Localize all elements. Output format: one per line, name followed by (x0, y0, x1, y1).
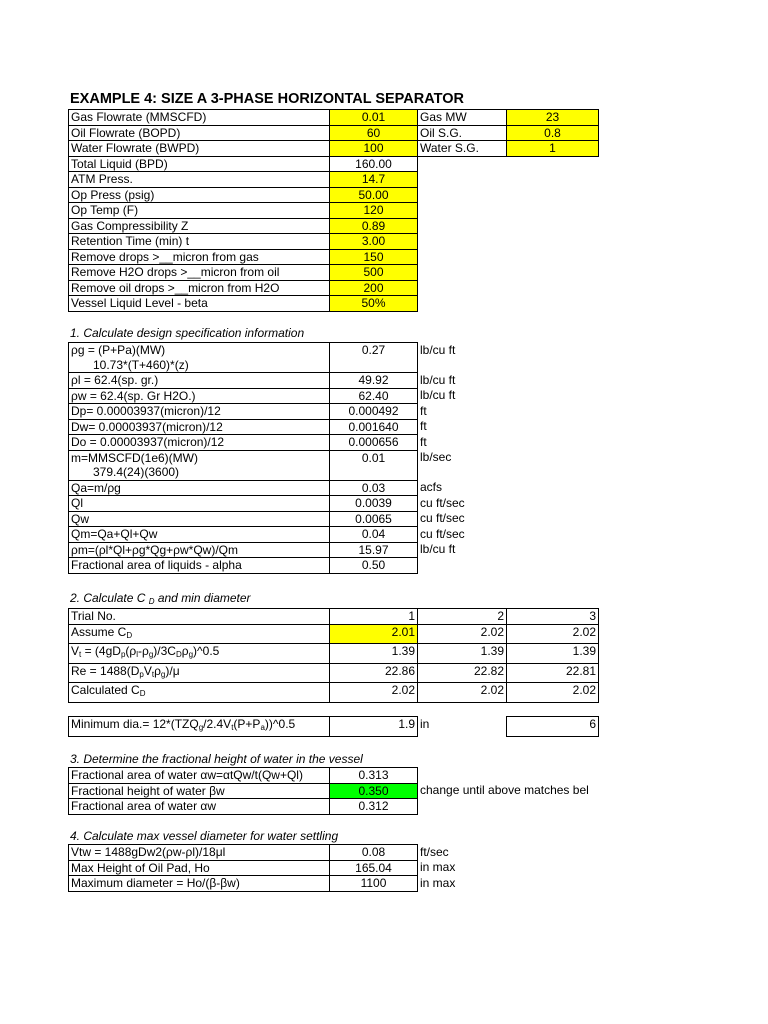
input-row (69, 110, 599, 126)
cell-value: 0.01 (330, 450, 418, 480)
cell-label: Remove drops >__micron from gas (69, 249, 330, 265)
cell-label (69, 624, 330, 644)
calc-row (69, 496, 509, 512)
formula-line-2: 10.73*(T+460)*(z) (93, 357, 189, 372)
cell-label: Water S.G. (418, 141, 507, 157)
cell-value: 2.02 (418, 624, 507, 644)
cell-empty (507, 172, 599, 188)
cell-label: Gas MW (418, 110, 507, 126)
cell-input[interactable]: 500 (330, 265, 418, 281)
cell-label: Vessel Liquid Level - beta (69, 296, 330, 312)
cell-empty (418, 172, 507, 188)
formula-line-1: m=MMSCFD(1e6)(MW) (71, 450, 198, 465)
formula-line-1: ρg = (P+Pa)(MW) (71, 343, 166, 357)
cell-value: 1100 (330, 876, 418, 892)
cell-unit: lb/cu ft (420, 372, 456, 387)
cell-input[interactable]: 50% (330, 296, 418, 312)
cell-formula: ρl = 62.4(sp. gr.) (69, 373, 330, 389)
cell-value: 1.39 (330, 644, 418, 664)
cell-unit: ft (420, 419, 427, 433)
cell-value: 0.27 (330, 343, 418, 373)
cell-label: Gas Compressibility Z (69, 218, 330, 234)
cell-label (69, 683, 330, 703)
calc-row (69, 799, 509, 815)
calc-row (69, 527, 509, 543)
cell-formula: Max Height of Oil Pad, Ho (69, 860, 330, 876)
cell-formula: Fractional area of water αw (69, 799, 330, 815)
calc-row (69, 388, 509, 404)
cell-input[interactable]: 150 (330, 249, 418, 265)
cell-unit: acfs (420, 480, 443, 494)
cell-unit: cu ft/sec (420, 526, 465, 541)
calc-row (69, 450, 509, 480)
cell-unit: in max (420, 860, 456, 874)
cell-label: ATM Press. (69, 172, 330, 188)
cell-value: 62.40 (330, 388, 418, 404)
cell-input[interactable]: 0.8 (507, 125, 599, 141)
input-row (69, 156, 599, 172)
input-row (69, 141, 599, 157)
cell-value: 0.08 (330, 845, 418, 861)
cell-empty (418, 187, 507, 203)
cell-empty (507, 234, 599, 250)
cell-label: $V_t$ = $(4gD_p(\rho_l-\rho_g)/3C_D\rho_g)\^{}0.5$ (69, 644, 330, 664)
cell-empty (507, 156, 599, 172)
input-row (69, 125, 599, 141)
section-2-heading (70, 591, 251, 606)
cell-label: Total Liquid (BPD) (69, 156, 330, 172)
label-subscript: l (136, 650, 138, 659)
cell-trial: 2 (418, 609, 507, 625)
cell-unit: lb/cu ft (420, 542, 456, 556)
label-subscript: D (175, 650, 182, 659)
input-row (69, 187, 599, 203)
cell-formula: Vtw = 1488gDw2(ρw-ρl)/18μl (69, 845, 330, 861)
cell-input[interactable]: 3.00 (330, 234, 418, 250)
label-subscript: t (231, 723, 234, 732)
cell-input[interactable]: 1 (507, 141, 599, 157)
cell-formula: Qa=m/ρg (69, 480, 330, 496)
max-diameter-table (68, 844, 509, 892)
cell-empty (507, 203, 599, 219)
cell-formula: Fractional height of water βw (69, 783, 330, 799)
calc-row (69, 542, 509, 558)
cell-unit (418, 768, 509, 784)
cell-value: 0.000656 (330, 435, 418, 451)
cell-label: Op Press (psig) (69, 187, 330, 203)
cell-value: 0.0065 (330, 511, 418, 527)
cell-empty (507, 296, 599, 312)
cell-unit: cu ft/sec (420, 511, 465, 525)
cell-value: 2.02 (507, 683, 599, 703)
heading-subscript: D (148, 597, 155, 606)
cell-value: 2.02 (330, 683, 418, 703)
cell-unit: lb/sec (420, 450, 452, 464)
cell-label: Water Flowrate (BWPD) (69, 141, 330, 157)
label-subscript: a (260, 723, 265, 732)
cell-formula (69, 450, 330, 480)
inputs-table (68, 109, 599, 312)
cell-trial: 3 (507, 609, 599, 625)
cell-input[interactable]: 0.01 (330, 110, 418, 126)
cell-value: 22.86 (330, 663, 418, 683)
label-subscript: g (188, 650, 194, 659)
cell-value: 0.04 (330, 527, 418, 543)
cell-label: Retention Time (min) t (69, 234, 330, 250)
calc-row (69, 404, 509, 420)
water-height-table (68, 767, 589, 815)
cell-formula: Fractional area of liquids - alpha (69, 558, 330, 574)
cell-note: change until above matches bel (420, 783, 589, 797)
input-row (69, 203, 599, 219)
cell-empty (418, 203, 507, 219)
cell-value: 0.03 (330, 480, 418, 496)
cell-empty (418, 249, 507, 265)
section-1-heading: 1. Calculate design specification information (70, 326, 305, 340)
label-text: Assume C (71, 624, 127, 639)
cell-value: 6 (507, 717, 599, 737)
cell-value: 0.000492 (330, 404, 418, 420)
calc-row (69, 768, 509, 784)
calc-row (69, 845, 509, 861)
label-subscript: g (148, 650, 154, 659)
cell-value: 0.50 (330, 558, 418, 574)
cell-empty (507, 280, 599, 296)
cell-value: 160.00 (330, 156, 418, 172)
cell-value: 2.02 (418, 683, 507, 703)
input-row (69, 218, 599, 234)
label-subscript: g (198, 723, 204, 732)
cell-label: Oil S.G. (418, 125, 507, 141)
cell-empty (418, 296, 507, 312)
design-spec-table (68, 342, 509, 574)
calc-row (69, 419, 509, 435)
label-subscript: g (160, 669, 166, 679)
cell-label: Minimum $dia.= 12*(TZQ_g/2.4V_t(P+P_a))\^{}0.5$ (69, 717, 330, 737)
calc-row (69, 511, 509, 527)
trial-row (69, 624, 599, 644)
calc-row (69, 373, 509, 389)
label-subscript: t (79, 650, 82, 659)
cell-value: 0.001640 (330, 419, 418, 435)
cell-empty (418, 156, 507, 172)
cell-value: 1.39 (418, 644, 507, 664)
cell-unit: ft (420, 434, 427, 449)
input-row (69, 172, 599, 188)
cell-empty (418, 218, 507, 234)
cell-value: 15.97 (330, 542, 418, 558)
heading-text: 2. Calculate C (70, 591, 146, 605)
input-row (69, 234, 599, 250)
cell-label: Op Temp (F) (69, 203, 330, 219)
cell-value: 22.82 (418, 663, 507, 683)
label-text: Minimum dia.= 12*(TZQ (71, 717, 199, 731)
cell-formula: Fractional area of water αw=αtQw/t(Qw+Ql) (69, 768, 330, 784)
cell-empty (507, 187, 599, 203)
min-diameter-table (68, 716, 599, 737)
cell-value: 2.02 (507, 624, 599, 644)
cell-trial: 1 (330, 609, 418, 625)
cell-value: 0.0039 (330, 496, 418, 512)
cell-label: Oil Flowrate (BOPD) (69, 125, 330, 141)
cell-label: $Re = 1488(D_pV_t\rho_g)/\mu$ (69, 663, 330, 683)
cell-formula: Do = 0.00003937(micron)/12 (69, 435, 330, 451)
cell-formula: Qm=Qa+Ql+Qw (69, 527, 330, 543)
heading-tail: and min diameter (154, 591, 251, 605)
cell-formula: Ql (69, 496, 330, 512)
cell-empty (507, 249, 599, 265)
cell-unit: in (420, 716, 430, 731)
trial-row (69, 644, 599, 664)
cell-formula: ρw = 62.4(sp. Gr H2O.) (69, 388, 330, 404)
cell-label: Trial No. (69, 609, 330, 625)
calc-row (69, 435, 509, 451)
cell-input[interactable]: 50.00 (330, 187, 418, 203)
cell-empty (507, 218, 599, 234)
label-text: V (71, 644, 80, 658)
cell-input[interactable]: 0.89 (330, 218, 418, 234)
cell-formula (69, 343, 330, 373)
label-subscript: p (120, 650, 126, 659)
cell-unit (418, 799, 509, 815)
cell-value: 0.312 (330, 799, 418, 815)
cell-input[interactable]: 100 (330, 141, 418, 157)
trial-table (68, 608, 599, 703)
calc-row (69, 558, 509, 574)
cell-value: 1.9 (330, 717, 418, 737)
calc-row (69, 783, 509, 799)
cell-formula: Maximum diameter = Ho/(β-βw) (69, 876, 330, 892)
cell-empty (418, 265, 507, 281)
label-subscript: p (139, 669, 144, 679)
trial-row (69, 683, 599, 703)
calc-row (69, 343, 509, 373)
cell-empty (418, 280, 507, 296)
trial-row (69, 663, 599, 683)
cell-input[interactable]: 200 (330, 280, 418, 296)
cell-input[interactable]: 14.7 (330, 172, 418, 188)
cell-input-iterate[interactable]: 0.350 (330, 783, 418, 799)
cell-label: Remove H2O drops >__micron from oil (69, 265, 330, 281)
calc-row (69, 480, 509, 496)
cell-empty (418, 234, 507, 250)
label-subscript: D (126, 630, 133, 640)
cell-label: Gas Flowrate (MMSCFD) (69, 110, 330, 126)
cell-value: 165.04 (330, 860, 418, 876)
min-diameter-row (69, 717, 599, 737)
cell-unit: in max (420, 875, 456, 890)
calc-row (69, 876, 509, 892)
cell-value: 1.39 (507, 644, 599, 664)
cell-value: 0.313 (330, 768, 418, 784)
label-subscript: t (151, 669, 155, 679)
cell-input[interactable]: 23 (507, 110, 599, 126)
label-text: Re = 1488(D (71, 663, 140, 678)
cell-empty (507, 265, 599, 281)
cell-input[interactable]: 60 (330, 125, 418, 141)
input-row (69, 280, 599, 296)
input-row (69, 265, 599, 281)
cell-unit: ft/sec (420, 844, 449, 859)
section-3-heading: 3. Determine the fractional height of water in the vessel (70, 752, 363, 766)
cell-unit (418, 558, 509, 574)
input-row (69, 296, 599, 312)
cell-unit: ft (420, 403, 427, 418)
cell-formula: Qw (69, 511, 330, 527)
label-text: Calculated C (71, 683, 140, 697)
cell-value: 22.81 (507, 663, 599, 683)
cell-formula: Dw= 0.00003937(micron)/12 (69, 419, 330, 435)
input-row (69, 249, 599, 265)
cell-input[interactable]: 2.01 (330, 624, 418, 644)
cell-value: 49.92 (330, 373, 418, 389)
page-title: EXAMPLE 4: SIZE A 3-PHASE HORIZONTAL SEPARATOR (70, 91, 464, 107)
calc-row (69, 860, 509, 876)
section-4-heading: 4. Calculate max vessel diameter for water settling (70, 829, 339, 843)
label-subscript: D (139, 689, 146, 698)
trial-header-row (69, 609, 599, 625)
cell-formula: ρm=(ρl*Ql+ρg*Qg+ρw*Qw)/Qm (69, 542, 330, 558)
cell-unit: lb/cu ft (420, 388, 456, 402)
cell-unit: lb/cu ft (420, 342, 456, 357)
cell-formula: Dp= 0.00003937(micron)/12 (69, 404, 330, 420)
formula-line-2: 379.4(24)(3600) (93, 465, 180, 479)
cell-input[interactable]: 120 (330, 203, 418, 219)
cell-label: Remove oil drops >__micron from H2O (69, 280, 330, 296)
cell-unit: cu ft/sec (420, 495, 465, 510)
